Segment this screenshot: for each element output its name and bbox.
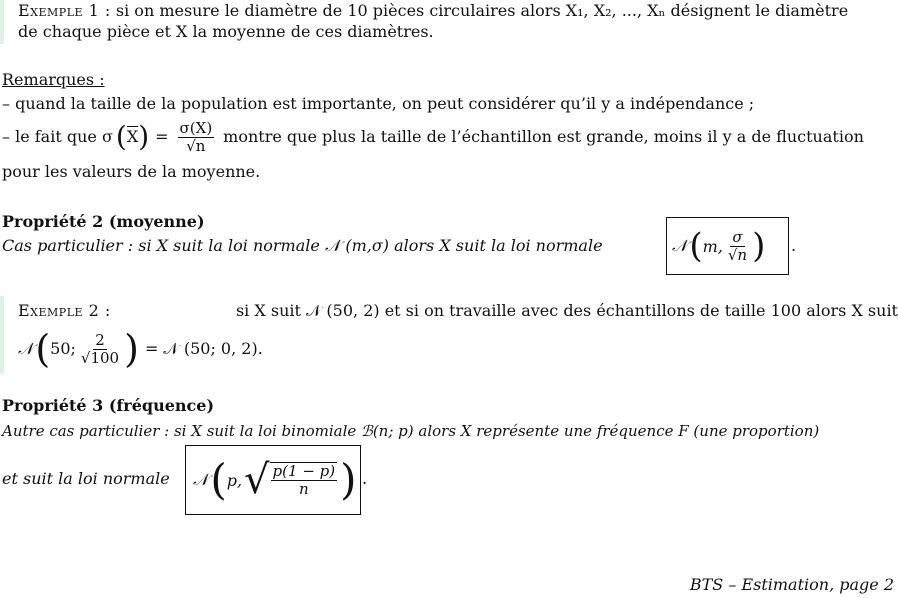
prop3-fraction	[270, 462, 338, 498]
item2-num: σ(X)	[179, 118, 213, 137]
prop3-line2: et suit la loi normale	[2, 469, 170, 488]
item2-x: $\overline{X}$	[126, 127, 139, 146]
prop3-num: p(1 − p)	[272, 462, 336, 480]
prop2-m: m,	[702, 236, 723, 256]
prop2-fraction	[726, 229, 749, 264]
prop2-n: 𝒩	[672, 236, 688, 255]
example1-line2: de chaque pièce et X la moyenne de ces diamètres.	[18, 22, 434, 41]
item2-prefix: – le fait que σ	[2, 127, 113, 146]
prop3-dot: .	[362, 469, 368, 488]
prop3-line1: Autre cas particulier : si X suit la loi binomiale ℬ(n; p) alors X représente une fréquence F (une proportion)	[2, 422, 820, 440]
item2-suffix: montre que plus la taille de l’échantillon est grande, moins il y a de fluctuation	[223, 127, 864, 146]
example2-pre: 50;	[50, 339, 76, 358]
prop3-p: p,	[226, 470, 243, 490]
prop3-den: n	[298, 480, 309, 498]
example2-den: √100	[80, 348, 120, 367]
prop3-n: 𝒩	[193, 470, 209, 489]
example1-bar	[0, 0, 4, 44]
item2-den: √n	[186, 136, 206, 155]
page-footer: BTS – Estimation, page 2	[689, 575, 894, 594]
example2-line1	[18, 301, 898, 321]
example2-result: = 𝒩 (50; 0, 2).	[144, 339, 263, 358]
example2-text: si X suit 𝒩 (50, 2) et si on travaille avec des échantillons de taille 100 alors X suit	[235, 301, 898, 320]
remarques-item2-line2: pour les valeurs de la moyenne.	[2, 162, 261, 181]
example2-label: Exemple 2 :	[18, 301, 111, 320]
prop2-title: Propriété 2 (moyenne)	[2, 212, 205, 231]
example1-line1	[18, 1, 848, 21]
example1-text1: si on mesure le diamètre de 10 pièces circulaires alors X₁, X₂, ..., Xₙ désignent le diamètre	[115, 1, 849, 20]
item2-eq: =	[155, 127, 169, 146]
example2-fraction	[79, 332, 121, 367]
example2-line2: 𝒩 ( 50; $\frac{2}{√100}$ ) = 𝒩 (50; 0, 2).	[18, 327, 263, 371]
prop2-den: √n	[727, 245, 748, 264]
prop2-num: σ	[732, 227, 743, 246]
remarques-item2: – le fait que σ ( $\overline{X}$ ) = $\frac{\sigma(X)}{√n}$ montre que plus la taille de l’échantillon est grande, moins il y a de fluctuation	[2, 118, 864, 155]
prop2-box: 𝒩 ( m, $\frac{\sigma}{√n}$ )	[666, 217, 789, 275]
remarques-title: Remarques :	[2, 70, 105, 89]
prop2-text: Cas particulier : si X suit la loi normale 𝒩 (m,σ) alors X suit la loi normale	[2, 236, 603, 255]
prop3-box: 𝒩 ( p, √ $\frac{p(1 - p)}{n}$ )	[185, 445, 361, 515]
item2-fraction	[178, 120, 215, 155]
prop2-dot: .	[791, 236, 797, 255]
example2-n: 𝒩	[18, 339, 34, 358]
remarques-item1: – quand la taille de la population est importante, on peut considérer qu’il y a indépendance ;	[2, 94, 755, 113]
example2-bar	[0, 296, 4, 374]
sqrt-sign: √	[244, 457, 270, 503]
example2-num: 2	[95, 330, 105, 349]
example1-label: Exemple 1 :	[18, 1, 111, 20]
prop3-title: Propriété 3 (fréquence)	[2, 396, 215, 415]
